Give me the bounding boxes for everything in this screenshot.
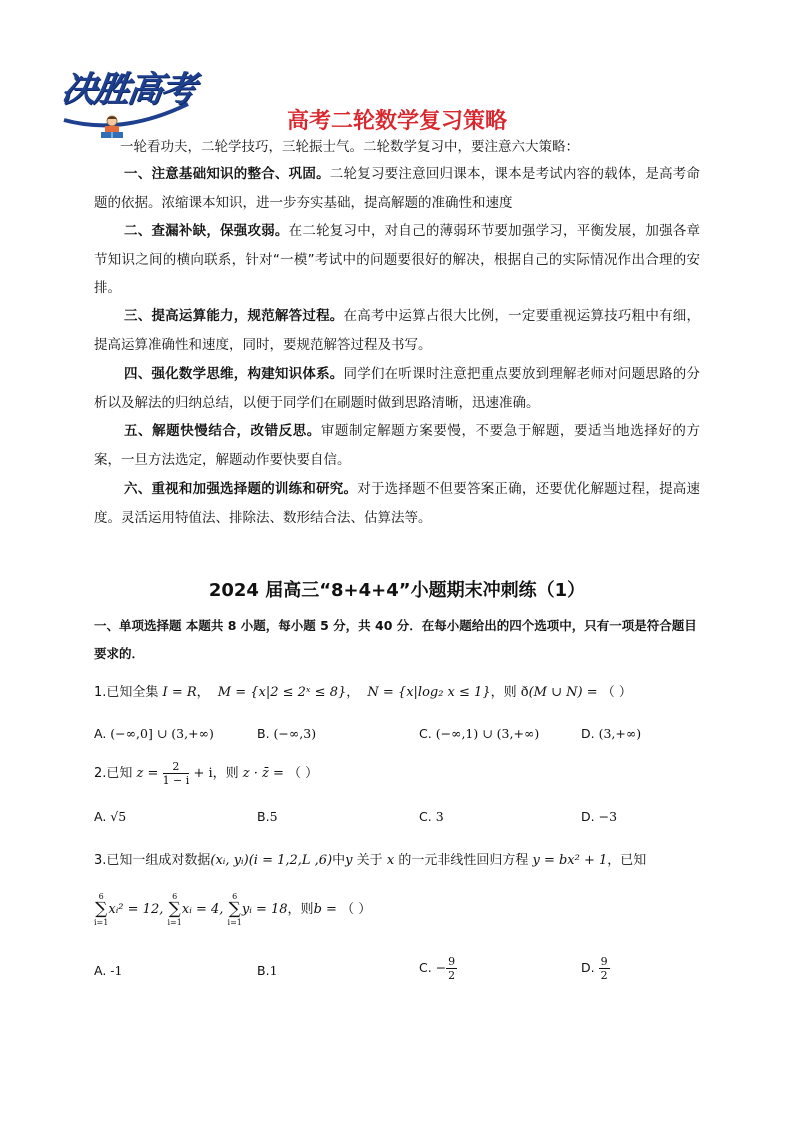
strategy-4-heading: 四、强化数学思维，构建知识体系。 [124, 366, 344, 382]
strategy-2 [94, 217, 700, 303]
strategy-1-heading: 一、注意基础知识的整合、巩固。 [124, 166, 330, 182]
option-text: -1 [110, 963, 123, 978]
option-text: (−∞,3) [273, 726, 317, 741]
option-label: D. [581, 726, 595, 741]
option-label: D. [581, 960, 595, 975]
option-text: (−∞,1) ∪ (3,+∞) [435, 726, 540, 741]
frac-denominator: 2 [600, 969, 608, 982]
q2-frac-numerator: 2 [163, 760, 190, 774]
q3-sum-x: xᵢ = 4, [181, 902, 224, 917]
strategy-5-heading: 五、解题快慢结合，改错反思。 [124, 423, 321, 439]
q3-x: x [386, 853, 395, 868]
q1-complement-symbol: ð [520, 685, 529, 700]
intro-text: 一轮看功夫，二轮学技巧，三轮振士气。二轮数学复习中，要注意六大策略： [120, 139, 579, 155]
strategy-1-body: 二轮复习要注意回归课本，课本是考试内容的载体，是高考命题的依据。浓缩课本知识，进一步夯实基础，提高解题的准确性和速度 [94, 166, 701, 211]
exercise-title: 2024 届高三“8+4+4”小题期末冲刺练（1） [208, 580, 586, 601]
q1-set-n: N = {x|log₂ x ≤ 1} [367, 685, 491, 700]
q3-text-d: 的一元非线性回归方程 [398, 853, 529, 868]
sum-lower: i=1 [227, 918, 242, 927]
q1-option-a[interactable] [94, 726, 214, 741]
q2-expr: z · z̄ = [242, 766, 284, 781]
q3-d-fraction [599, 955, 610, 982]
q2-fraction [163, 760, 190, 787]
strategy-3-body: 在高考中运算占很大比例，一定要重视运算技巧粗中有细，提高运算准确性和速度，同时，要规范解答过程及书写。 [94, 308, 701, 353]
option-text: √5 [110, 809, 127, 824]
option-label: A. [94, 726, 107, 741]
option-text: (3,+∞) [598, 726, 642, 741]
q3-equation: y = bx² + 1 [532, 853, 608, 868]
q2-option-b[interactable] [257, 809, 278, 824]
q2-z: z = [136, 766, 159, 781]
strategy-3 [94, 302, 700, 359]
q2-answer-paren: （ ） [288, 766, 319, 781]
q2-option-c[interactable] [419, 809, 444, 824]
question-3-line-2 [94, 892, 371, 927]
q3-text-c: 关于 [356, 853, 383, 868]
q3-sum-y: yᵢ = 18 [241, 902, 288, 917]
sum-lower: i=1 [167, 918, 182, 927]
sum-upper: 6 [232, 892, 238, 901]
strategy-4 [94, 360, 700, 417]
q2-prefix: 2.已知 [94, 766, 133, 781]
q2-option-a[interactable] [94, 809, 126, 824]
sum-upper: 6 [172, 892, 178, 901]
question-1: 1.已知全集 I = R， M = {x|2 ≤ 2ˣ ≤ 8}， N = {x|log₂ x ≤ 1}，则 ð(M ∪ N) = （ ） [94, 685, 632, 700]
strategy-6 [94, 475, 700, 532]
strategy-5 [94, 417, 700, 474]
q3-option-d[interactable] [581, 955, 610, 982]
option-label: D. [581, 809, 595, 824]
frac-denominator: 2 [448, 969, 456, 982]
option-label: B. [257, 726, 270, 741]
strategy-6-body: 对于选择题不但要答案正确，还要优化解题过程，提高速度。灵活运用特值法、排除法、数形结合法、估算法等。 [94, 481, 701, 526]
q2-ask: ，则 [212, 766, 239, 781]
q3-text-b: 中 [332, 853, 346, 868]
option-label: C. [419, 960, 432, 975]
q3-ask: ，则 [287, 902, 314, 917]
section-instructions: 一、单项选择题 本题共 8 小题，每小题 5 分，共 40 分．在每小题给出的四个选项中，只有一项是符合题目要求的． [94, 618, 697, 661]
q1-prefix: 1.已知全集 [94, 685, 159, 700]
strategy-2-body: 在二轮复习中，对自己的薄弱环节要加强学习，平衡发展，加强各章节知识之间的横向联系，针对“一模”考试中的问题要很好的解决，根据自己的实际情况作出合理的安排。 [94, 223, 701, 297]
logo-text: 决胜高考 [58, 69, 197, 110]
option-text: 5 [269, 809, 278, 824]
strategy-3-heading: 三、提高运算能力，规范解答过程。 [124, 308, 344, 324]
q1-expr: (M ∪ N) = [528, 685, 598, 700]
frac-numerator: 9 [448, 955, 456, 968]
option-text: 1 [269, 963, 278, 978]
page-title: 高考二轮数学复习策略 [286, 109, 507, 134]
option-label: C. [419, 726, 432, 741]
q2-plus-i: + i [193, 766, 213, 781]
option-label: B. [257, 809, 270, 824]
sum-lower: i=1 [94, 918, 109, 927]
q3-option-c[interactable] [419, 955, 457, 982]
sum-upper: 6 [98, 892, 104, 901]
q1-option-d[interactable] [581, 726, 641, 741]
frac-numerator: 9 [600, 955, 608, 968]
option-label: A. [94, 809, 107, 824]
option-text: 3 [435, 809, 444, 824]
q1-answer-paren: （ ） [601, 685, 632, 700]
q2-frac-denominator: 1 − i [162, 774, 190, 787]
q3-y: y [345, 853, 353, 868]
option-label: A. [94, 963, 107, 978]
sum-symbol-1: 6 ∑ i=1 [94, 892, 109, 927]
strategy-6-heading: 六、重视和加强选择题的训练和研究。 [124, 481, 358, 497]
q1-set-m: M = {x|2 ≤ 2ˣ ≤ 8} [217, 685, 347, 700]
option-label: C. [419, 809, 432, 824]
option-text: (−∞,0] ∪ (3,+∞) [110, 726, 214, 741]
q3-sum-x-squared: xᵢ² = 12, [108, 902, 164, 917]
q1-option-b[interactable] [257, 726, 316, 741]
q3-answer-paren: （ ） [341, 902, 372, 917]
q1-option-c[interactable] [419, 726, 539, 741]
q3-b: b = [313, 902, 337, 917]
q3-prefix: 3.已知一组成对数据 [94, 853, 211, 868]
q1-ask: ，则 [490, 685, 517, 700]
q3-text-e: ，已知 [607, 853, 647, 868]
q2-option-d[interactable] [581, 809, 617, 824]
strategy-5-body: 审题制定解题方案要慢，不要急于解题，要适当地选择好的方案，一旦方法选定，解题动作要快要自信。 [94, 423, 700, 468]
q1-universe: I = R [162, 685, 197, 700]
option-label: B. [257, 963, 270, 978]
option-text: − [435, 960, 447, 975]
q3-pairs: (xᵢ, yᵢ)(i = 1,2,L ,6) [210, 853, 333, 868]
option-text: −3 [598, 809, 618, 824]
q3-option-b[interactable] [257, 963, 278, 978]
question-3-line-1 [94, 849, 646, 868]
q3-c-fraction [446, 955, 457, 982]
q3-option-a[interactable] [94, 963, 122, 978]
strategy-4-body: 同学们在听课时注意把重点要放到理解老师对问题思路的分析以及解法的归纳总结，以便于同学们在刷题时做到思路清晰，迅速准确。 [94, 366, 701, 411]
sum-symbol-2: 6 ∑ i=1 [167, 892, 182, 927]
sum-symbol-3: 6 ∑ i=1 [227, 892, 242, 927]
question-2 [94, 760, 318, 787]
strategy-2-heading: 二、查漏补缺，保强攻弱。 [124, 223, 289, 239]
strategy-1 [94, 160, 700, 217]
